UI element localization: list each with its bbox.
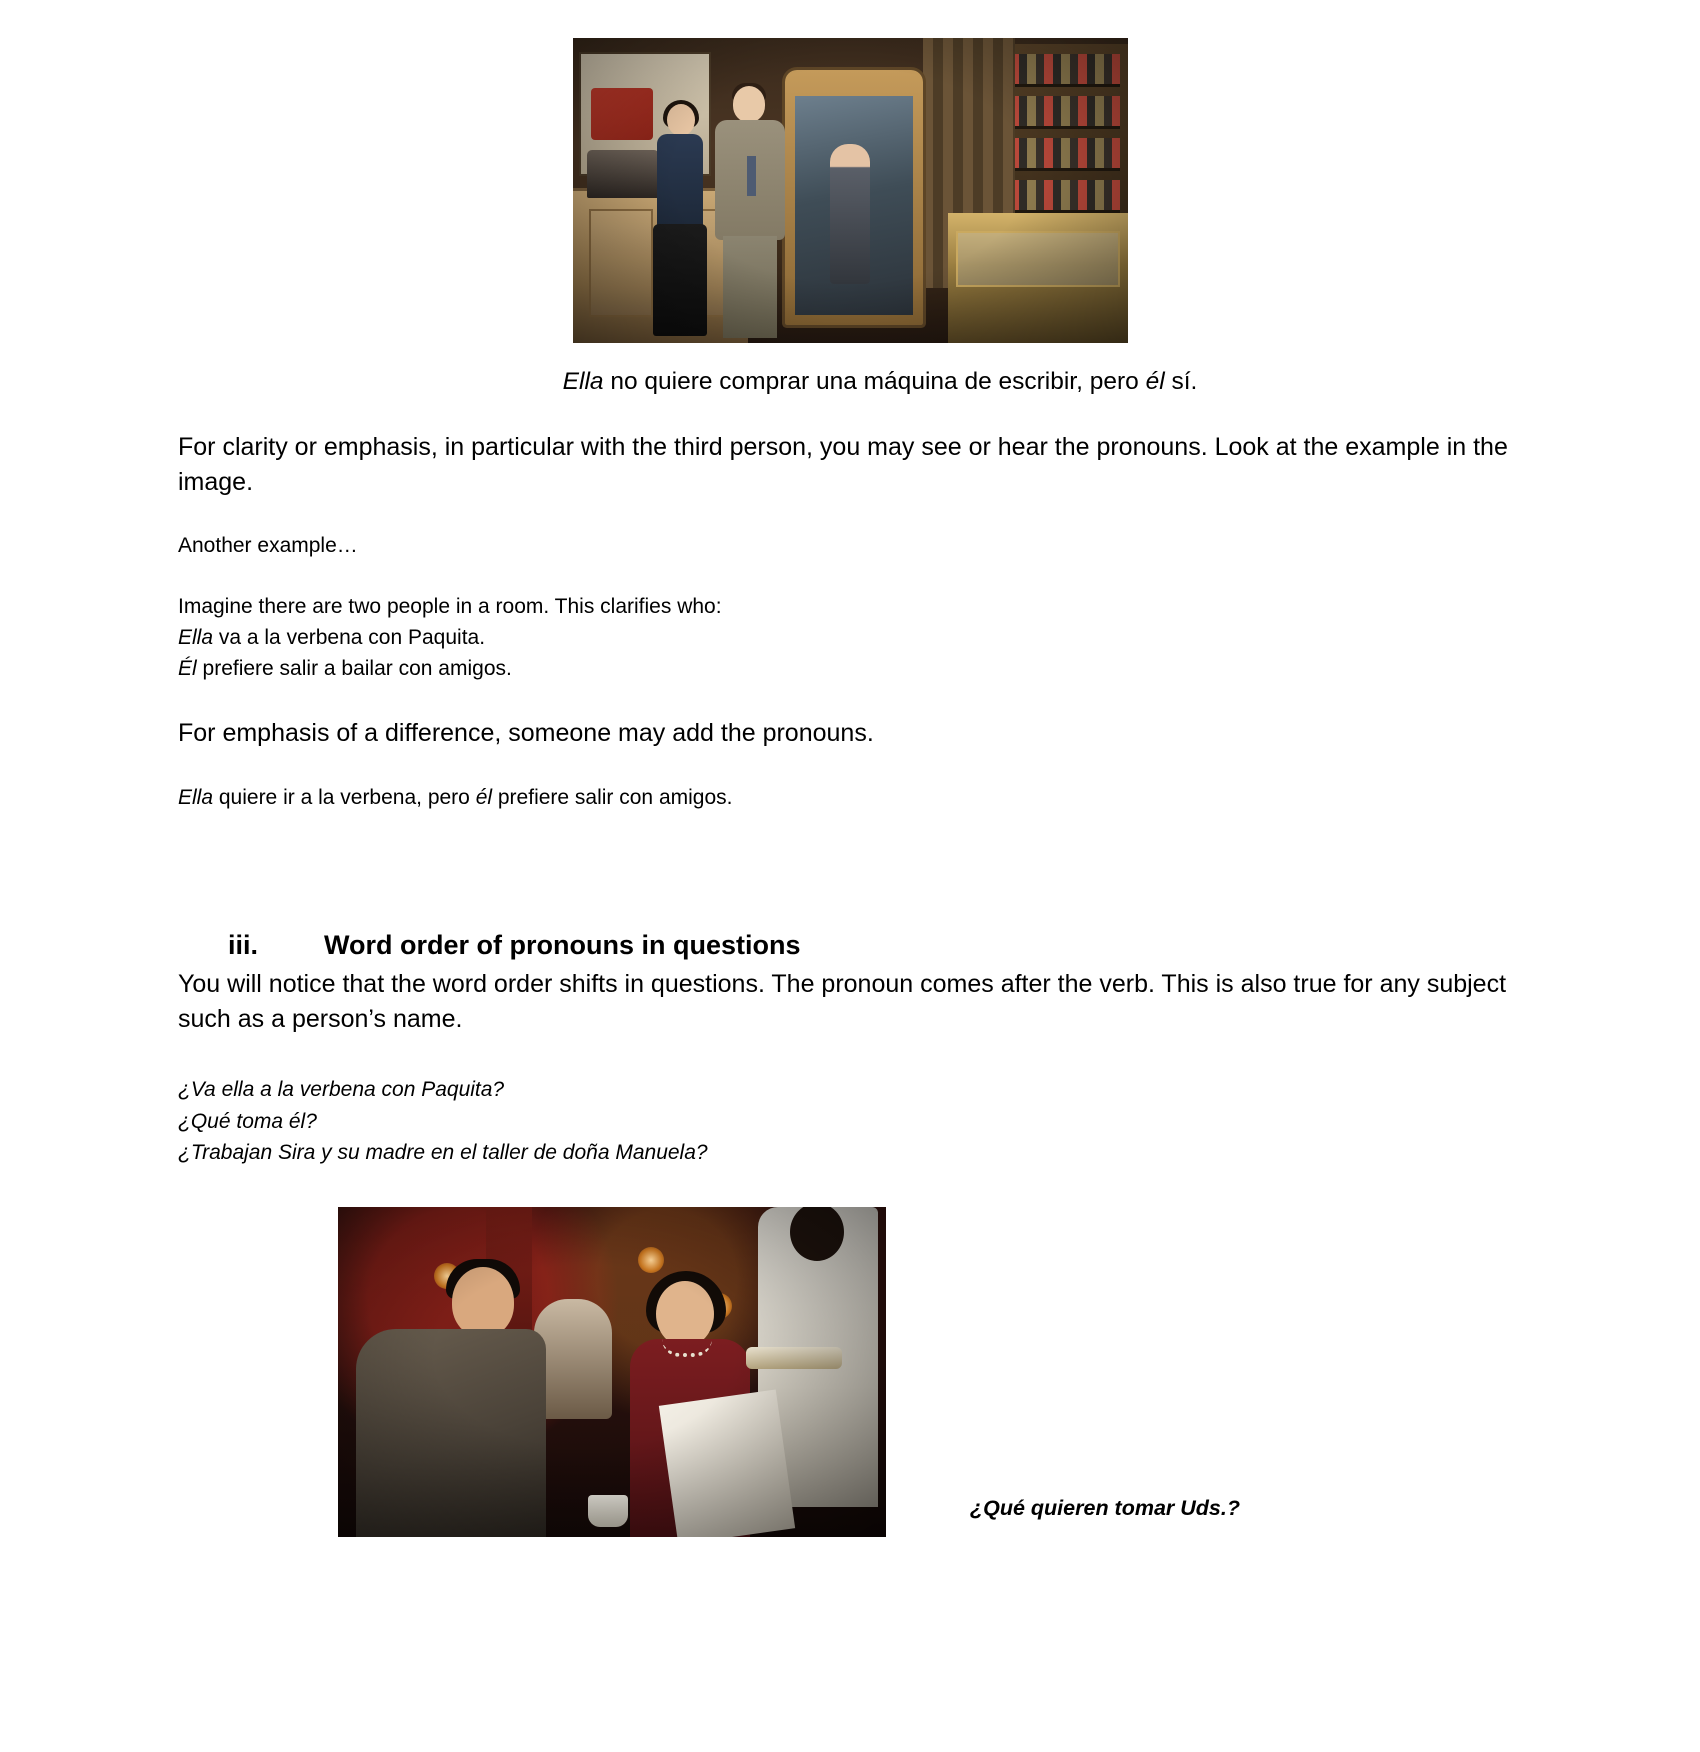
emphasis-pronoun-el: él: [475, 785, 493, 809]
paragraph-emphasis-difference: For emphasis of a difference, someone may add the pronouns.: [178, 719, 874, 748]
example-line-ella: [178, 622, 1600, 653]
paragraph-word-order: You will notice that the word order shifts in questions. The pronoun comes after the verb. This is also true for any subject such as a person’s name.: [178, 970, 1507, 1033]
emphasis-text-2: prefiere salir con amigos.: [492, 785, 733, 809]
photo-vignette: [338, 1207, 886, 1537]
sentence-emphasis-example: [100, 783, 1600, 813]
paragraph-clarity-emphasis: For clarity or emphasis, in particular with the third person, you may see or hear the pronouns. Look at the example in the image.: [178, 433, 1508, 496]
photo-vignette: [573, 38, 1128, 343]
cafe-photo: [338, 1207, 886, 1537]
caption-text-1: no quiere comprar una máquina de escribir, pero: [603, 368, 1146, 395]
typewriter-shop-photo: [573, 38, 1128, 343]
example-intro-line: Imagine there are two people in a room. This clarifies who:: [178, 594, 722, 618]
section-number: iii.: [228, 930, 259, 961]
figure-two-caption: ¿Qué quieren tomar Uds.?: [970, 1495, 1240, 1520]
section-heading: [100, 930, 1600, 961]
example-line-el: [178, 653, 1600, 684]
figure-one-caption: [100, 365, 1600, 398]
figure-two-container: [100, 1207, 1600, 1537]
section-title: Word order of pronouns in questions: [324, 930, 801, 961]
question-line: ¿Qué toma él?: [178, 1109, 317, 1133]
question-examples: [100, 1074, 1600, 1169]
caption-pronoun-el: él: [1145, 368, 1165, 395]
example-pronoun-ella: Ella: [178, 625, 214, 649]
example-line-ella-rest: va a la verbena con Paquita.: [213, 625, 486, 649]
example-pronoun-el: Él: [178, 657, 197, 681]
caption-pronoun-ella: Ella: [562, 368, 604, 395]
example-line-el-rest: prefiere salir a bailar con amigos.: [196, 657, 512, 681]
question-line: ¿Va ella a la verbena con Paquita?: [178, 1078, 505, 1102]
question-line: ¿Trabajan Sira y su madre en el taller de doña Manuela?: [178, 1141, 708, 1165]
figure-one-container: [100, 38, 1600, 343]
caption-text-2: sí.: [1164, 368, 1198, 395]
paragraph-another-example: Another example…: [178, 534, 358, 558]
emphasis-pronoun-ella: Ella: [178, 785, 214, 809]
emphasis-text-1: quiere ir a la verbena, pero: [213, 785, 476, 809]
example-block: [100, 591, 1600, 684]
